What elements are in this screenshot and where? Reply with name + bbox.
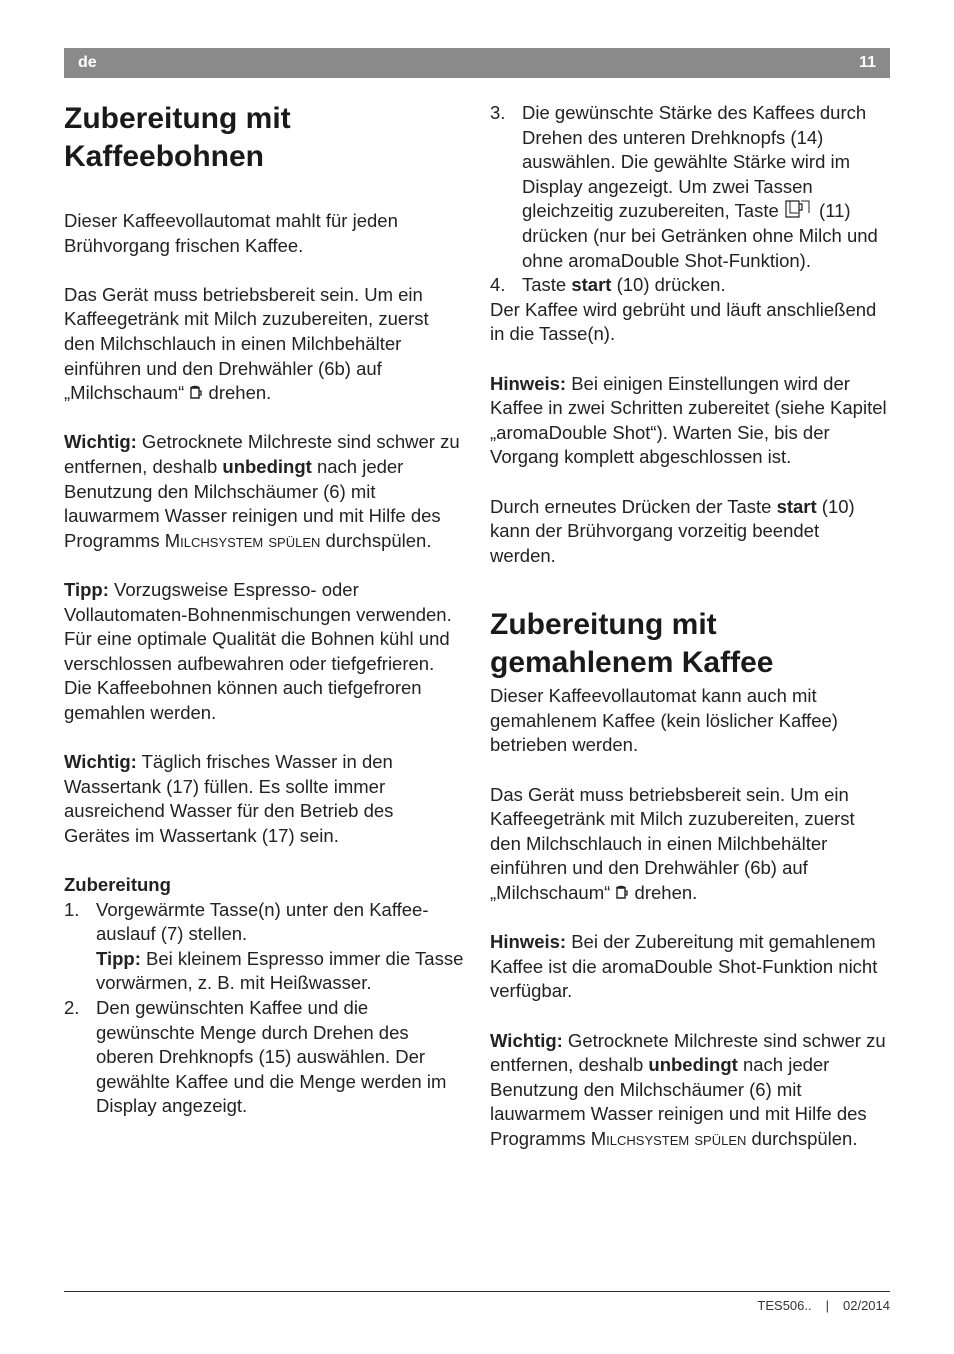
list-item: 4. Taste start (10) drücken. (490, 274, 726, 296)
print-date: 02/2014 (843, 1298, 890, 1313)
footer-divider (64, 1291, 890, 1292)
important-note-3: Wichtig: Getrocknete Milchreste sind schwer zu entfernen, deshalb unbedingt nach jeder Benutzung den Milchschäumer (6) mit lauwarmem Wasser reinigen und mit Hilfe des Programms Milchsystem spülen durchspülen. (490, 1029, 886, 1149)
note-paragraph-2: Hinweis: Bei der Zubereitung mit gemahlenem Kaffee ist die aromaDouble Shot-Funktion nicht verfügbar. (490, 931, 878, 1002)
milk-foam-icon (615, 885, 629, 901)
prep-paragraph: Das Gerät muss betriebsbereit sein. Um ein Kaffeegetränk mit Milch zuzubereiten, zuerst den Milchschlauch in einen Milchbehälter einführen und den Drehwähler (6b) auf „Milchschaum“ drehen. (64, 283, 429, 404)
milk-foam-icon (189, 385, 203, 401)
left-column (64, 100, 464, 1119)
important-note-1: Wichtig: Getrocknete Milchreste sind schwer zu entfernen, deshalb unbedingt nach jeder Benutzung den Milchschäumer (6) mit lauwarmem Wasser reinigen und mit Hilfe des Programms Milchsystem spülen durchspülen. (64, 431, 460, 551)
header-bar (64, 48, 890, 78)
model-number: TES506.. (757, 1298, 812, 1313)
important-note-2: Wichtig: Täglich frisches Wasser in den Wassertank (17) füllen. Es sollte immer ausreichend Wasser für den Betrieb des Gerätes im Wassertank (17) sein. (64, 751, 394, 846)
list-item: 3. Die gewünschte Stärke des Kaffees durch Drehen des unteren Drehknopfs (14) auswählen. Die gewählte Stärke wird im Display angezeigt. Um zwei Tassen gleichzeitig zuzubereiten, Taste (11) drücken (nur bei Getränken ohne Milch und ohne aromaDouble Shot-Funktion). (490, 102, 878, 271)
footer-separator: | (825, 1298, 829, 1313)
note-paragraph-1: Hinweis: Bei einigen Einstellungen wird der Kaffee in zwei Schritten zubereitet (siehe Kapitel „aromaDouble Shot“). Warten Sie, bis der Vorgang komplett abgeschlossen ist. (490, 372, 887, 468)
right-column (490, 101, 890, 1152)
ground-intro-paragraph: Dieser Kaffeevollautomat kann auch mit gemahlenem Kaffee (kein löslicher Kaffee) betrieben werden. (490, 685, 838, 756)
page-number: 11 (859, 54, 876, 71)
steps-list-right (490, 101, 890, 298)
ground-prep-paragraph: Das Gerät muss betriebsbereit sein. Um ein Kaffeegetränk mit Milch zuzubereiten, zuerst den Milchschlauch in einen Milchbehälter einführen und den Drehwähler (6b) auf „Milchschaum“ drehen. (490, 783, 855, 904)
cancel-paragraph: Durch erneutes Drücken der Taste start (10) kann der Brühvorgang vorzeitig beendet werden. (490, 495, 855, 566)
steps-list-left (64, 898, 464, 1119)
language-code: de (78, 54, 97, 71)
steps-heading: Zubereitung (64, 874, 171, 896)
after-steps-paragraph: Der Kaffee wird gebrüht und läuft anschließend in die Tasse(n). (490, 298, 877, 345)
tip-paragraph: Tipp: Vorzugsweise Espresso- oder Vollautomaten-Bohnenmischungen verwenden. Für eine optimale Qualität die Bohnen kühl und verschlossen aufbewahren oder tiefgefrieren. Die Kaffeebohnen können auch tiefgefroren gemahlen werden. (64, 578, 452, 723)
section-title-beans: Zubereitung mit Kaffeebohnen (64, 102, 291, 173)
section-title-ground: Zubereitung mit gemahlenem Kaffee (490, 608, 774, 680)
two-cups-icon (784, 199, 814, 219)
list-item: 2. Den gewünschten Kaffee und die gewünschte Menge durch Drehen des oberen Drehknopfs (15) auswählen. Der gewählte Kaffee und die Menge werden im Display angezeigt. (64, 997, 447, 1117)
footer (757, 1298, 890, 1313)
intro-paragraph: Dieser Kaffeevollautomat mahlt für jeden Brühvorgang frischen Kaffee. (64, 210, 398, 256)
list-item: 1. Vorgewärmte Tasse(n) unter den Kaffeeauslauf (7) stellen. Tipp: Bei kleinem Espresso immer die Tasse vorwärmen, z. B. mit Heißwasser. (64, 898, 464, 994)
